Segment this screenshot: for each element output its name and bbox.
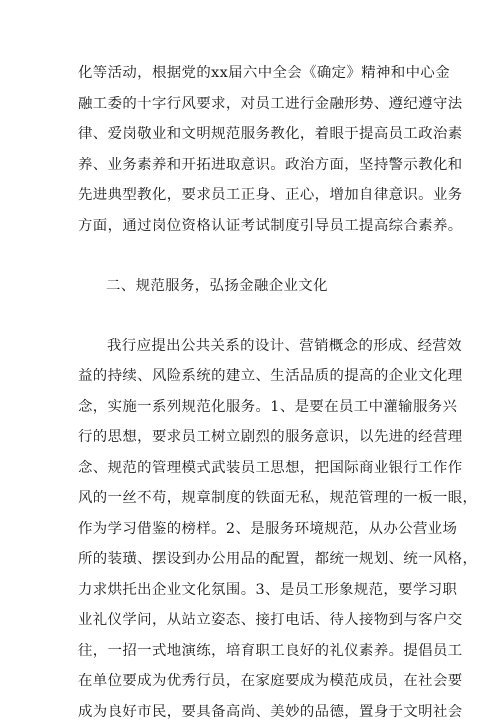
text-line: 念，实施一系列规范化服务。1、是要在员工中灌输服务兴: [78, 392, 424, 423]
text-line: 行的思想，要求员工树立剧烈的服务意识，以先进的经营理: [78, 422, 424, 453]
text-line: 方面，通过岗位资格认证考试制度引导员工提高综合素养。: [78, 211, 424, 242]
text-line: 念、规范的管理模式武装员工思想，把国际商业银行工作作: [78, 453, 424, 484]
text-line: 成为良好市民，要具备高尚、美妙的品德，置身于文明社会: [78, 697, 424, 727]
text-line: 力求烘托出企业文化氛围。3、是员工形象规范，要学习职: [78, 575, 424, 606]
text-line: 先进典型教化，要求员工正身、正心，增加自律意识。业务: [78, 180, 424, 211]
text-line: 往，一招一式地演练，培育职工良好的礼仪素养。提倡员工: [78, 636, 424, 667]
body-paragraph-2: [78, 331, 424, 727]
text-line: 融工委的十字行风要求，对员工进行金融形势、遵纪遵守法: [78, 89, 424, 120]
document-page: [78, 58, 424, 727]
text-line: 益的持续、风险系统的建立、生活品质的提高的企业文化理: [78, 361, 424, 392]
paragraph-spacer: [78, 241, 424, 271]
body-paragraph-1: [78, 58, 424, 241]
text-line: 养、业务素养和开拓进取意识。政治方面，坚持警示教化和: [78, 150, 424, 181]
text-line: 在单位要成为优秀行员，在家庭要成为模范成员，在社会要: [78, 666, 424, 697]
text-line: 所的装璜、摆设到办公用品的配置，都统一规划、统一风格，: [78, 544, 424, 575]
text-line: 律、爱岗敬业和文明规范服务教化，着眼于提高员工政治素: [78, 119, 424, 150]
text-line: 作为学习借鉴的榜样。2、是服务环境规范，从办公营业场: [78, 514, 424, 545]
text-line: 化等活动，根据党的xx届六中全会《确定》精神和中心金: [78, 58, 424, 89]
text-line: 风的一丝不苟，规章制度的铁面无私，规范管理的一板一眼，: [78, 483, 424, 514]
section-heading: 二、规范服务，弘扬金融企业文化: [78, 271, 424, 302]
text-line: 业礼仪学问，从站立姿态、接打电话、待人接物到与客户交: [78, 605, 424, 636]
paragraph-spacer: [78, 302, 424, 331]
text-line: 我行应提出公共关系的设计、营销概念的形成、经营效: [78, 331, 424, 362]
